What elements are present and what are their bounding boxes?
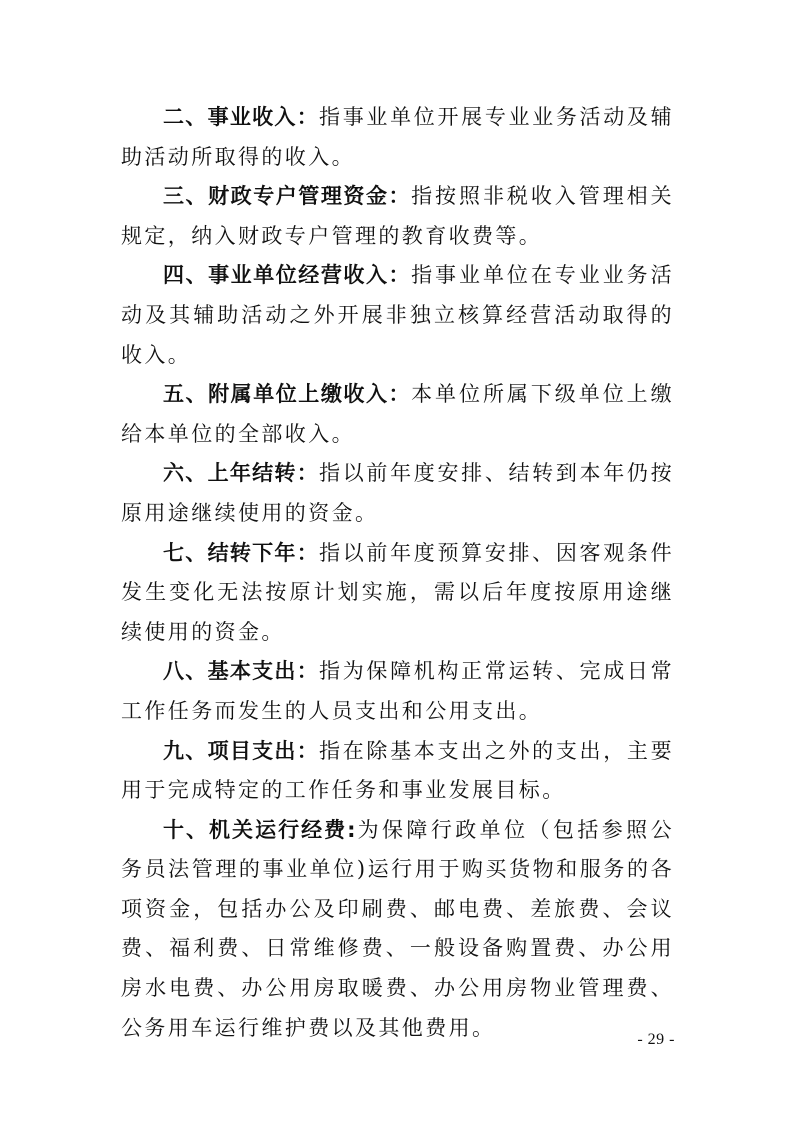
definition-colon: ： — [296, 659, 320, 684]
definition-colon: ： — [296, 540, 320, 565]
definition-paragraph — [121, 256, 674, 375]
definition-text: 指以前年度安排、结转到本年仍按原用途继续使用的资金。 — [121, 461, 675, 525]
definition-colon: ： — [296, 461, 320, 486]
definition-term: 七、结转下年 — [163, 540, 297, 565]
definition-colon: ： — [388, 184, 412, 209]
definition-paragraph — [121, 652, 674, 731]
definition-text: 指事业单位开展专业业务活动及辅助活动所取得的收入。 — [121, 105, 675, 169]
definition-paragraph — [121, 732, 674, 811]
document-body — [121, 98, 674, 1048]
definition-text: 指事业单位在专业业务活动及其辅助活动之外开展非独立核算经营活动取得的收入。 — [121, 263, 675, 367]
definition-colon: ： — [296, 105, 320, 129]
definition-term: 九、项目支出 — [163, 738, 297, 763]
definition-text: 指为保障机构正常运转、完成日常工作任务而发生的人员支出和公用支出。 — [121, 659, 675, 723]
definition-term: 八、基本支出 — [163, 659, 297, 684]
definition-text: 指按照非税收入管理相关规定，纳入财政专户管理的教育收费等。 — [121, 184, 675, 248]
page-number: - 29 - — [637, 1031, 675, 1048]
definition-term: 五、附属单位上缴收入 — [163, 382, 389, 407]
definition-term: 三、财政专户管理资金 — [163, 184, 389, 209]
definition-text: 本单位所属下级单位上缴给本单位的全部收入。 — [121, 382, 675, 446]
definition-paragraph — [121, 534, 674, 653]
definition-term: 十、机关运行经费 — [163, 817, 348, 842]
definition-text: 为保障行政单位（包括参照公务员法管理的事业单位)运行用于购买货物和服务的各项资金，包括办公及印刷费、邮电费、差旅费、会议费、福利费、日常维修费、一般设备购置费、办公用房水电费、办公用房取暖费、办公用房物业管理费、公务用车运行维护费以及其他费用。 — [121, 817, 675, 1040]
definition-colon: ： — [296, 738, 320, 763]
definition-term: 四、事业单位经营收入 — [163, 263, 389, 288]
definition-paragraph — [121, 811, 674, 1049]
definition-colon: ： — [388, 263, 412, 288]
definition-paragraph — [121, 454, 674, 533]
definition-paragraph — [121, 98, 674, 177]
definition-text: 指以前年度预算安排、因客观条件发生变化无法按原计划实施，需以后年度按原用途继续使用的资金。 — [121, 540, 675, 644]
definition-term: 六、上年结转 — [163, 461, 297, 486]
definition-term: 二、事业收入 — [163, 105, 297, 129]
definition-paragraph — [121, 375, 674, 454]
definition-colon: : — [347, 817, 357, 842]
definition-text: 指在除基本支出之外的支出，主要用于完成特定的工作任务和事业发展目标。 — [121, 738, 675, 803]
definition-paragraph — [121, 177, 674, 256]
definition-colon: ： — [388, 382, 412, 407]
